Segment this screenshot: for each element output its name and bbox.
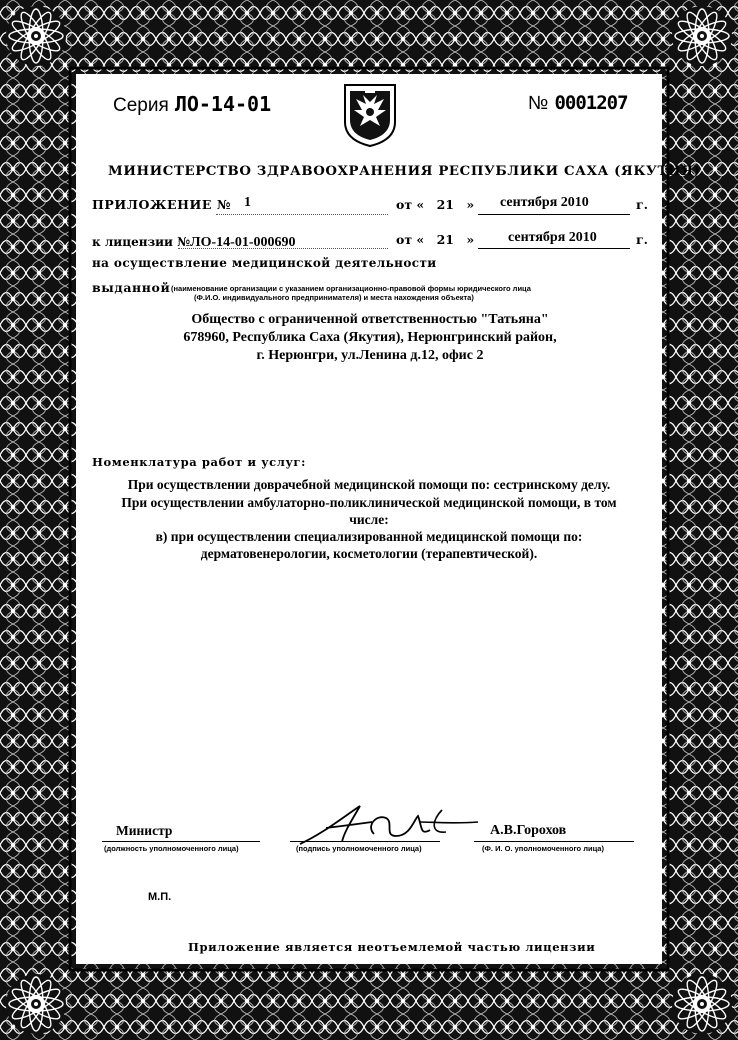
license-month-year: сентября 2010 xyxy=(508,230,597,245)
nomenclature-line3: числе: xyxy=(349,512,389,527)
signatory-position: Министр xyxy=(116,823,173,838)
handwritten-signature xyxy=(292,800,482,850)
issued-note-line1: (наименование организации с указанием организационно-правовой формы юридического лица xyxy=(171,284,531,293)
footer-note: Приложение является неотъемлемой частью лицензии xyxy=(188,940,596,954)
appendix-number: 1 xyxy=(244,195,251,210)
nomenclature-line1: При осуществлении доврачебной медицинской помощи по: сестринскому делу. xyxy=(127,477,611,492)
nomenclature-line4: в) при осуществлении специализированной медицинской помощи по: xyxy=(155,529,583,544)
signatory-name: А.В.Горохов xyxy=(490,823,567,838)
appendix-date-underline xyxy=(478,214,630,215)
ministry-title: МИНИСТЕРСТВО ЗДРАВООХРАНЕНИЯ РЕСПУБЛИКИ САХА (ЯКУТИЯ) xyxy=(108,164,701,179)
series-value: ЛО-14-01 xyxy=(174,92,272,116)
stamp-place: М.П. xyxy=(148,891,172,903)
nomenclature-line5: дерматовенерологии, косметологии (терапевтической). xyxy=(200,546,538,561)
license-date-from: от « 21 » xyxy=(396,232,475,247)
coat-of-arms-emblem xyxy=(342,82,398,148)
position-caption: (должность уполномоченного лица) xyxy=(104,844,239,853)
license-label: к лицензии №ЛО-14-01-000690 xyxy=(92,235,296,250)
organization-line2: 678960, Республика Саха (Якутия), Нерюнгринский район, xyxy=(183,330,557,345)
license-activity: на осуществление медицинской деятельности xyxy=(92,256,437,270)
appendix-date-from: от « 21 » xyxy=(396,197,475,212)
number-label: № xyxy=(528,93,549,114)
series-label: Серия xyxy=(113,95,169,116)
appendix-label: ПРИЛОЖЕНИЕ № xyxy=(92,197,232,212)
license-number-underline xyxy=(178,248,388,249)
series-field xyxy=(113,92,271,117)
organization-line3: г. Нерюнгри, ул.Ленина д.12, офис 2 xyxy=(256,348,484,363)
license-date-underline xyxy=(478,248,630,249)
appendix-month-year: сентября 2010 xyxy=(500,195,589,210)
signature-caption: (подпись уполномоченного лица) xyxy=(296,844,422,853)
issued-note-line2: (Ф.И.О. индивидуального предпринимателя) и места нахождения объекта) xyxy=(194,293,474,302)
name-caption: (Ф. И. О. уполномоченного лица) xyxy=(482,844,604,853)
position-underline xyxy=(102,841,260,842)
name-underline xyxy=(474,841,634,842)
number-value: 0001207 xyxy=(554,92,628,114)
appendix-year-suffix: г. xyxy=(636,197,649,212)
nomenclature-label: Номенклатура работ и услуг: xyxy=(92,455,306,469)
appendix-number-underline xyxy=(216,214,388,215)
issued-label: выданной xyxy=(92,280,171,295)
number-field xyxy=(528,92,628,115)
signature-underline xyxy=(290,841,440,842)
nomenclature-line2: При осуществлении амбулаторно-поликлинической медицинской помощи, в том xyxy=(121,495,617,510)
organization-line1: Общество с ограниченной ответственностью "Татьяна" xyxy=(191,312,549,327)
license-year-suffix: г. xyxy=(636,232,649,247)
